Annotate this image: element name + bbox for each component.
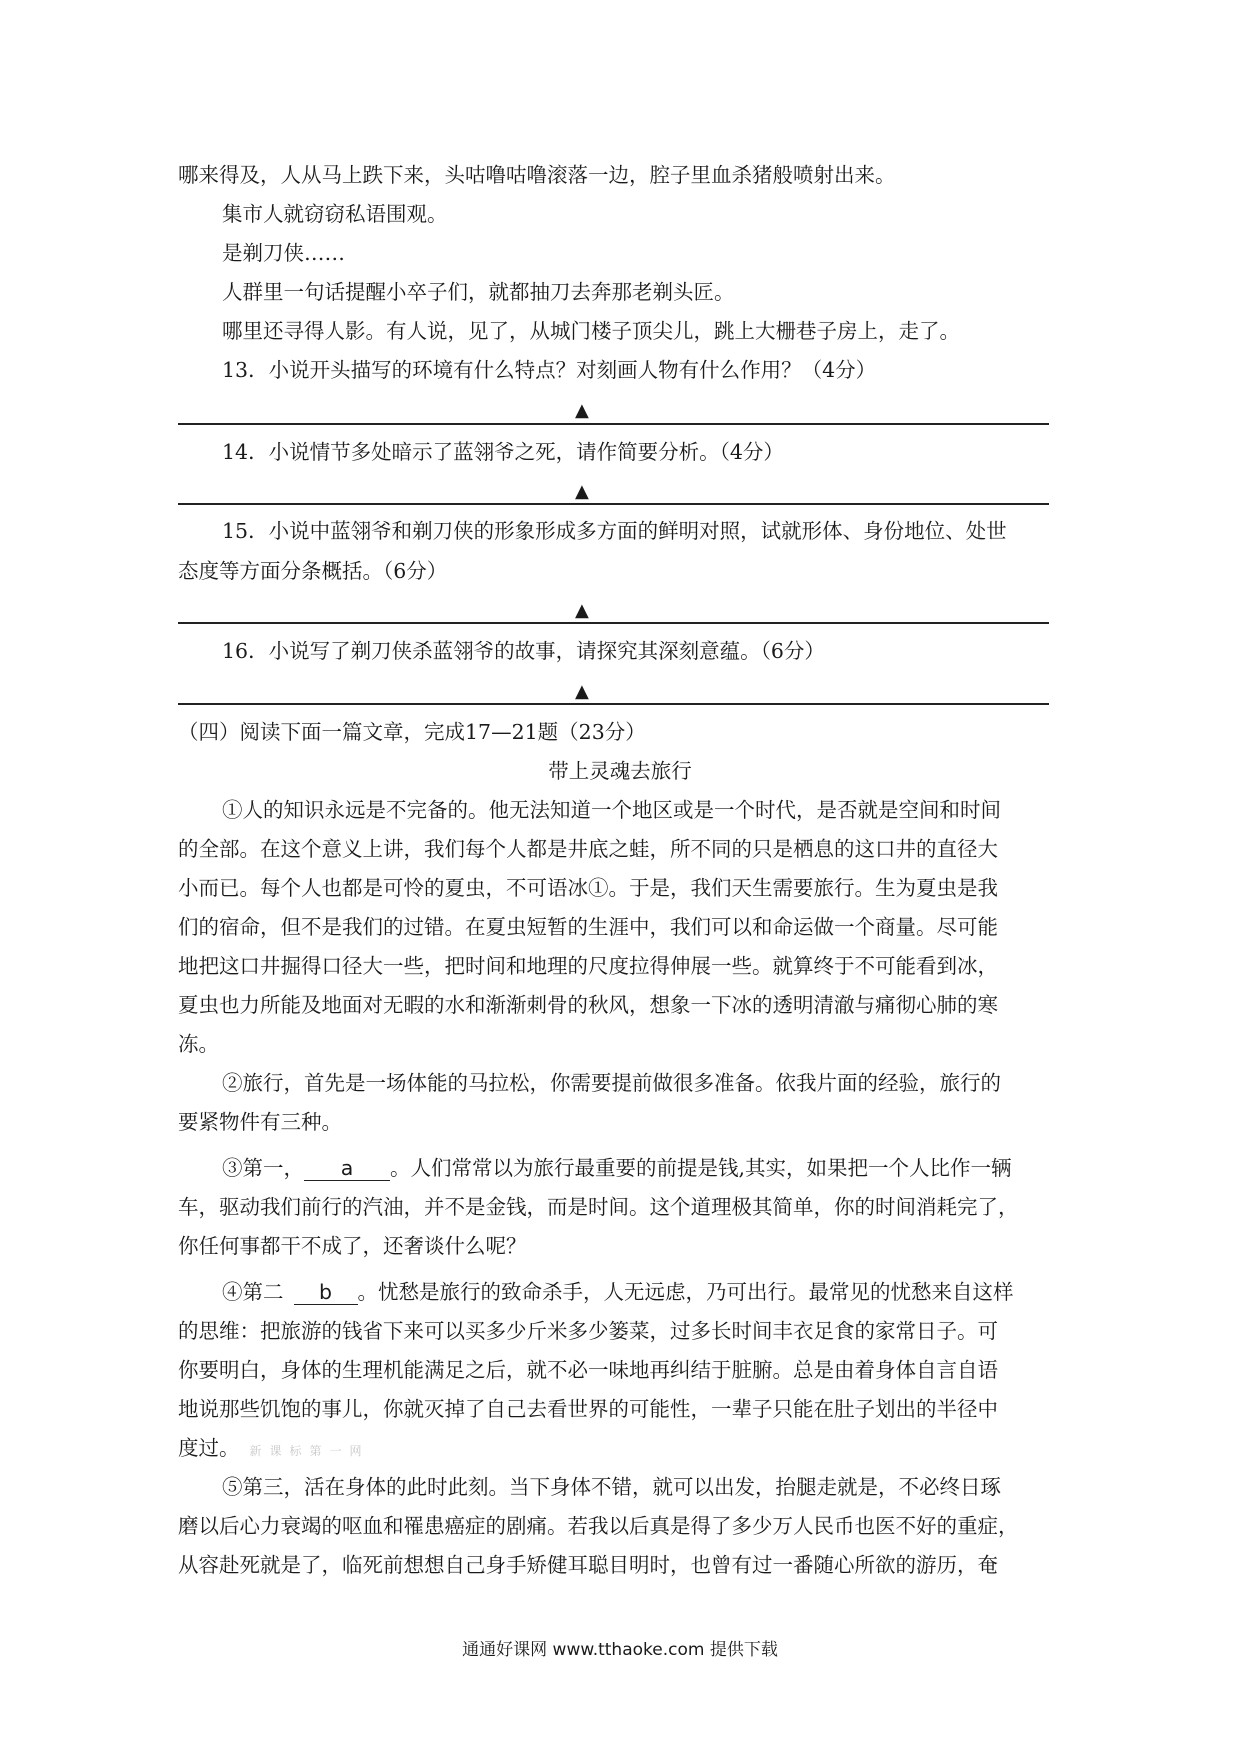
paragraph-line: 地说那些饥饱的事儿，你就灭掉了自己去看世界的可能性，一辈子只能在肚子划出的半径中 [178,1397,998,1421]
paragraph-line: 你要明白，身体的生理机能满足之后，就不必一味地再纠结于脏腑。总是由着身体自言自语 [178,1358,998,1382]
paragraph-line: 小而已。每个人也都是可怜的夏虫，不可语冰①。于是，我们天生需要旅行。生为夏虫是我 [178,876,998,900]
answer-marker: ▲ [575,681,589,702]
paragraph-line: 从容赴死就是了，临死前想想自己身手矫健耳聪目明时，也曾有过一番随心所欲的游历，奄 [178,1553,998,1577]
story-line: 集市人就窃窃私语围观。 [222,202,448,226]
paragraph-line: 夏虫也力所能及地面对无暇的水和渐渐刺骨的秋风，想象一下冰的透明清澈与痛彻心肺的寒 [178,993,998,1017]
answer-marker: ▲ [575,481,589,502]
paragraph-text: 。人们常常以为旅行最重要的前提是钱,其实，如果把一个人比作一辆 [390,1156,1012,1180]
story-line: 哪里还寻得人影。有人说，见了，从城门楼子顶尖儿，跳上大栅巷子房上，走了。 [222,319,960,343]
paragraph-line: 的思维：把旅游的钱省下来可以买多少斤米多少篓菜，过多长时间丰衣足食的家常日子。可 [178,1319,998,1343]
story-line: 哪来得及，人从马上跌下来，头咕噜咕噜滚落一边，腔子里血杀猪般喷射出来。 [178,163,896,187]
paragraph-line [222,1277,1068,1307]
paragraph-text: ④第二 [222,1280,284,1304]
answer-marker: ▲ [575,600,589,621]
answer-line [178,622,1049,624]
page-footer: 通通好课网 www.tthaoke.com 提供下载 [462,1640,778,1660]
answer-line [178,503,1049,505]
paragraph-line: 要紧物件有三种。 [178,1110,342,1134]
question-15-cont: 态度等方面分条概括。（6分） [178,559,448,583]
question-14: 14．小说情节多处暗示了蓝翎爷之死，请作简要分析。（4分） [222,440,784,464]
paragraph-text: 。忧愁是旅行的致命杀手，人无远虑，乃可出行。最常见的忧愁来自这样 [357,1280,1014,1304]
paragraph-line: 冻。 [178,1032,219,1056]
paragraph-text: ③第一， [222,1156,304,1180]
paragraph-line [222,1153,1068,1183]
paragraph-line: ⑤第三，活在身体的此时此刻。当下身体不错，就可以出发，抬腿走就是，不必终日琢 [222,1475,1001,1499]
question-13: 13．小说开头描写的环境有什么特点？对刻画人物有什么作用？（4分） [222,358,877,382]
answer-marker: ▲ [575,400,589,421]
paragraph-line: ②旅行，首先是一场体能的马拉松，你需要提前做很多准备。依我片面的经验，旅行的 [222,1071,1001,1095]
section-heading: （四）阅读下面一篇文章，完成17—21题（23分） [178,720,646,744]
article-title: 带上灵魂去旅行 [548,759,692,783]
paragraph-line: 的全部。在这个意义上讲，我们每个人都是井底之蛙，所不同的只是栖息的这口井的直径大 [178,837,998,861]
fill-blank-b: b [294,1280,358,1305]
paragraph-line: ①人的知识永远是不完备的。他无法知道一个地区或是一个时代，是否就是空间和时间 [222,798,1001,822]
question-15: 15．小说中蓝翎爷和剃刀侠的形象形成多方面的鲜明对照，试就形体、身份地位、处世 [222,519,1007,543]
answer-line [178,703,1049,705]
paragraph-text: 度过。 [178,1436,240,1460]
watermark: 新课标第一网 [249,1444,370,1458]
paragraph-line: 你任何事都干不成了，还奢谈什么呢？ [178,1234,527,1258]
paragraph-line [178,1433,1068,1466]
answer-line [178,423,1049,425]
fill-blank-a: a [304,1156,390,1181]
paragraph-line: 磨以后心力衰竭的呕血和罹患癌症的剧痛。若我以后真是得了多少万人民币也医不好的重症， [178,1514,1019,1538]
question-16: 16．小说写了剃刀侠杀蓝翎爷的故事，请探究其深刻意蕴。（6分） [222,639,825,663]
paragraph-line: 地把这口井掘得口径大一些，把时间和地理的尺度拉得伸展一些。就算终于不可能看到冰， [178,954,998,978]
paragraph-line: 车，驱动我们前行的汽油，并不是金钱，而是时间。这个道理极其简单，你的时间消耗完了， [178,1195,1019,1219]
paragraph-line: 们的宿命，但不是我们的过错。在夏虫短暂的生涯中，我们可以和命运做一个商量。尽可能 [178,915,998,939]
story-line: 人群里一句话提醒小卒子们，就都抽刀去奔那老剃头匠。 [222,280,735,304]
story-line: 是剃刀侠…… [222,241,345,265]
